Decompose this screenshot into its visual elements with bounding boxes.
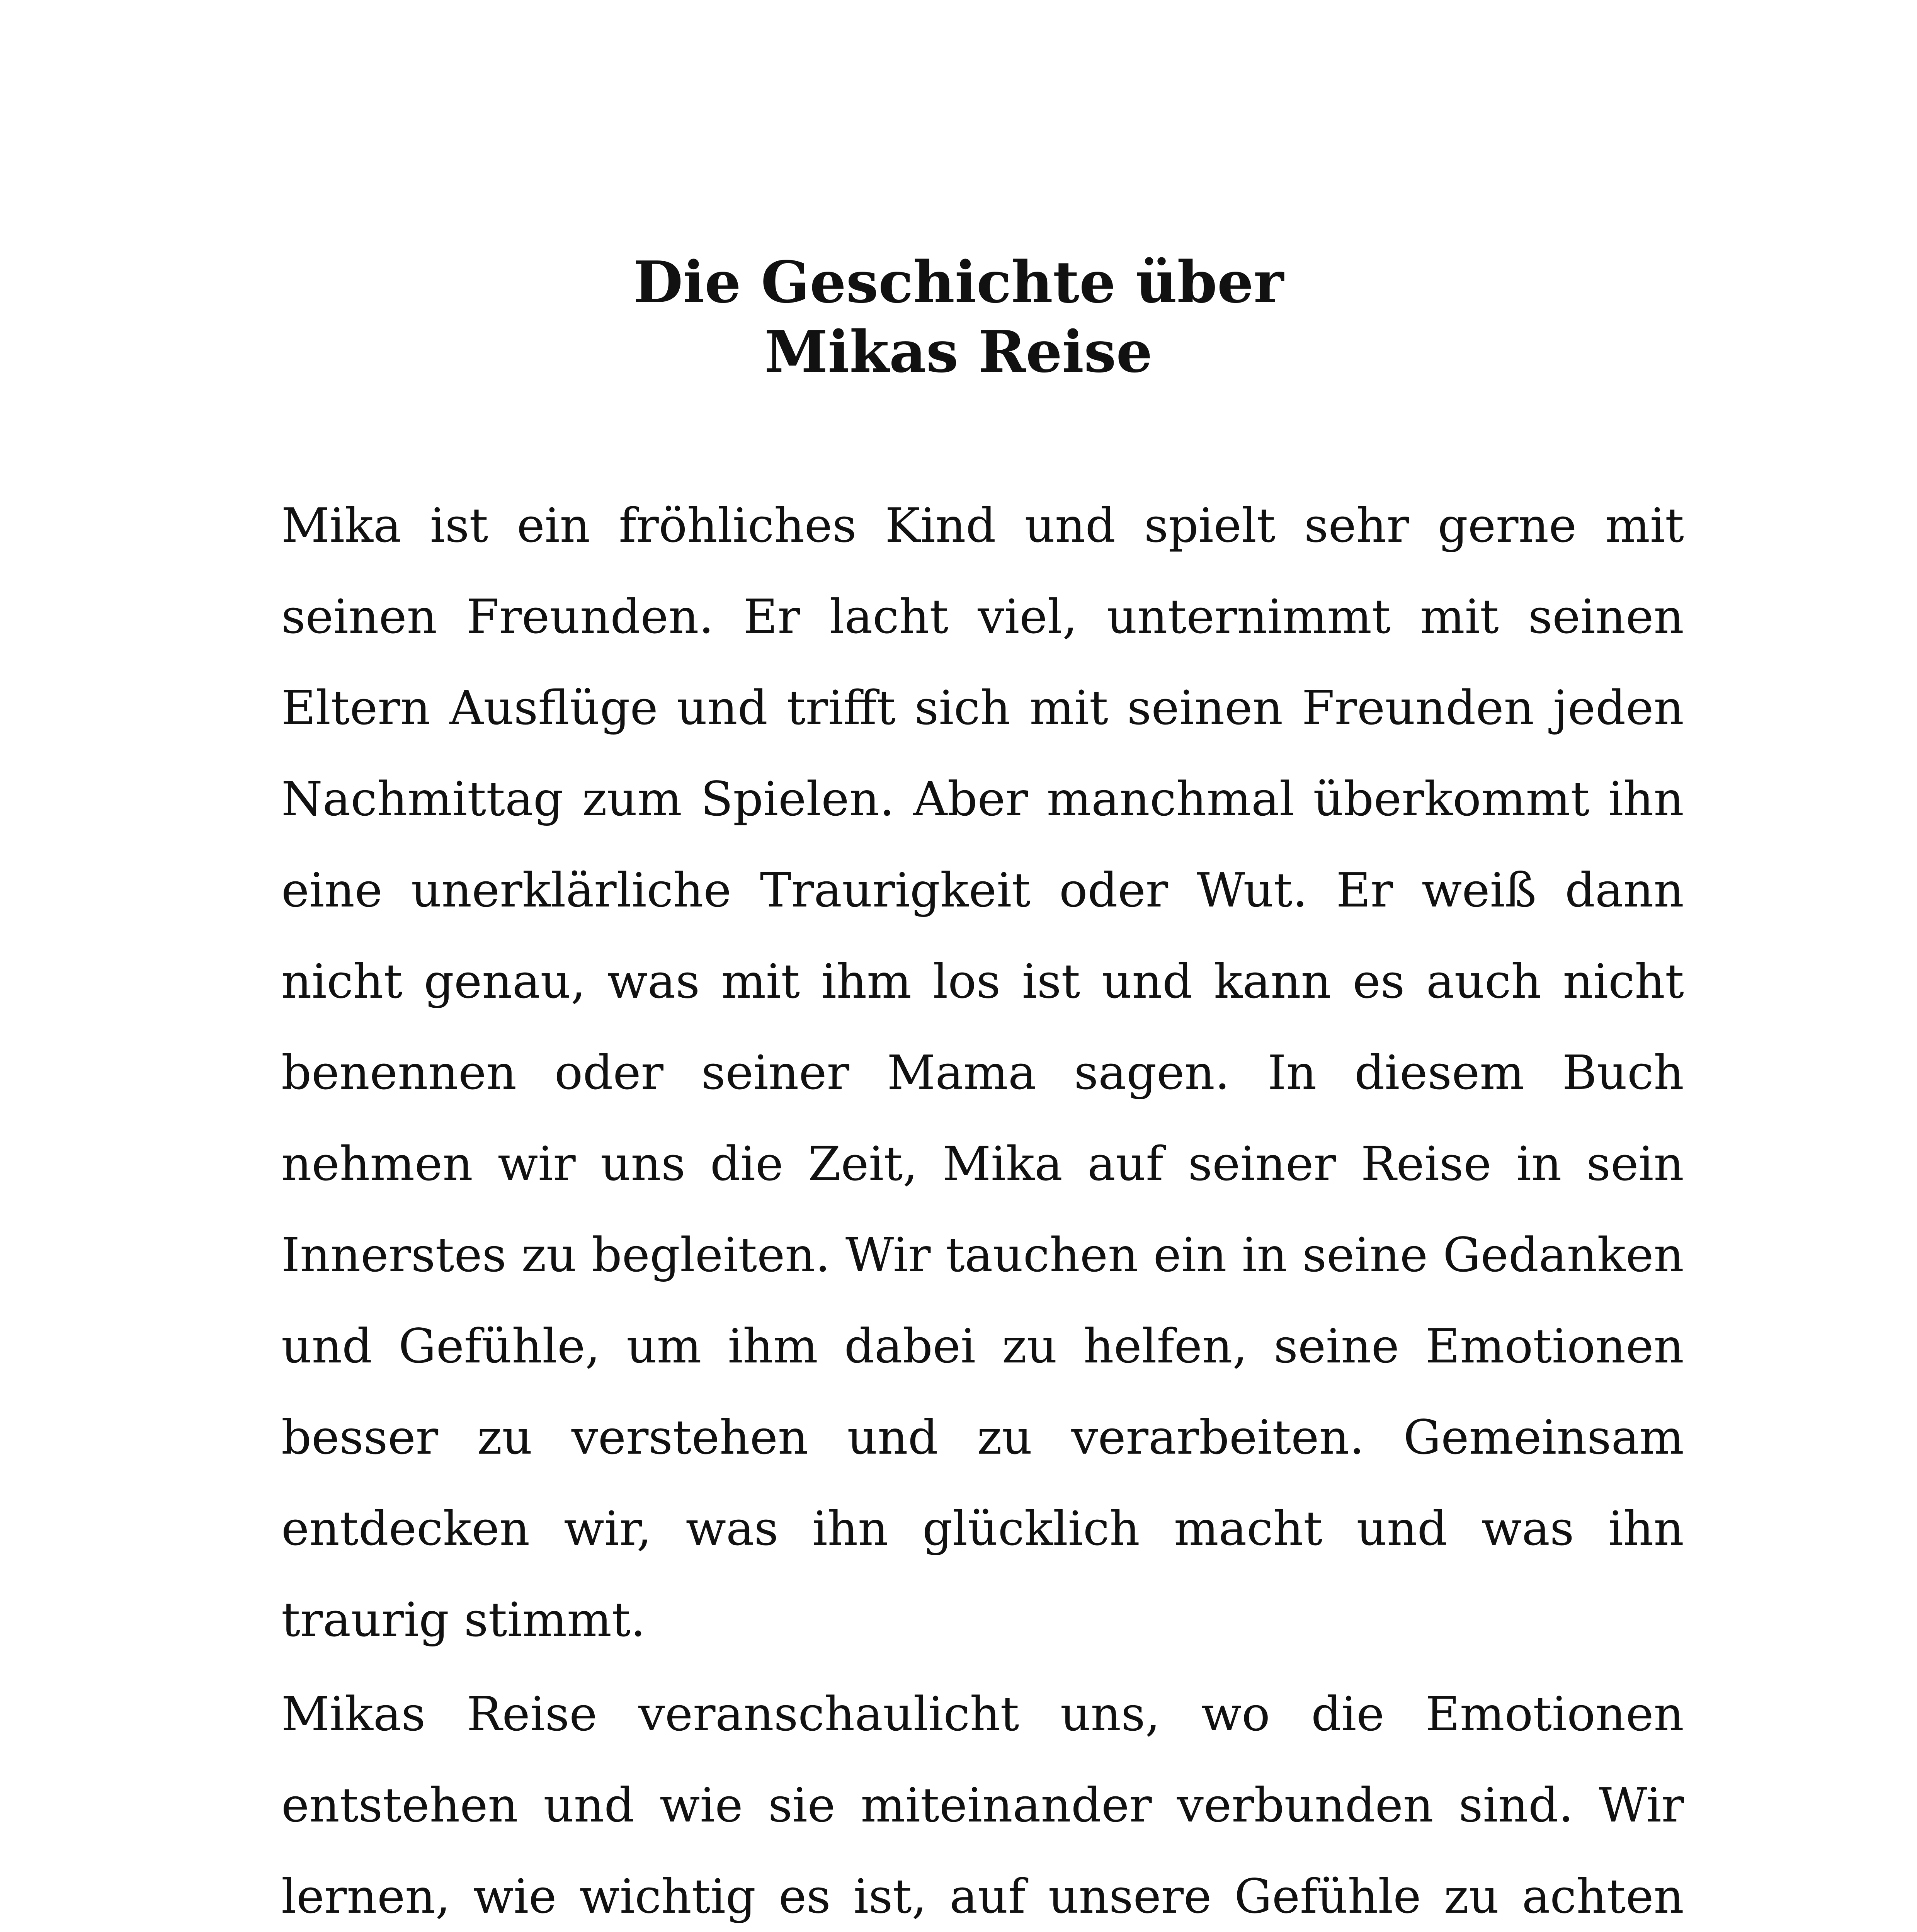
page-title: [0, 247, 1917, 386]
body-paragraph-2: Mikas Reise veranschaulicht uns, wo die Emotionen entstehen und wie sie miteinander verbunden sind. Wir lernen, wie wichtig es ist, auf unsere Gefühle zu achten: [281, 1687, 1684, 1924]
title-line-1: Die Geschichte über: [633, 248, 1284, 316]
title-line-2: Mikas Reise: [764, 318, 1153, 385]
body-paragraph-1: Mika ist ein fröhliches Kind und spielt sehr gerne mit seinen Freunden. Er lacht viel, unternimmt mit seinen Eltern Ausflüge und trifft sich mit seinen Freunden jeden Nachmittag zum Spielen. Aber manchmal überkommt ihn eine unerklärliche Traurigkeit oder Wut. Er weiß dann nicht genau, was mit ihm los ist und kann es auch nicht benennen oder seiner Mama sagen. In diesem Buch nehmen wir uns die Zeit, Mika auf seiner Reise in sein Innerstes zu begleiten. Wir tauchen ein in seine Gedanken und Gefühle, um ihm dabei zu helfen, seine Emotionen besser zu verstehen und zu verarbeiten. Gemeinsam entdecken wir, was ihn glücklich macht und was ihn traurig stimmt.: [281, 498, 1684, 1647]
